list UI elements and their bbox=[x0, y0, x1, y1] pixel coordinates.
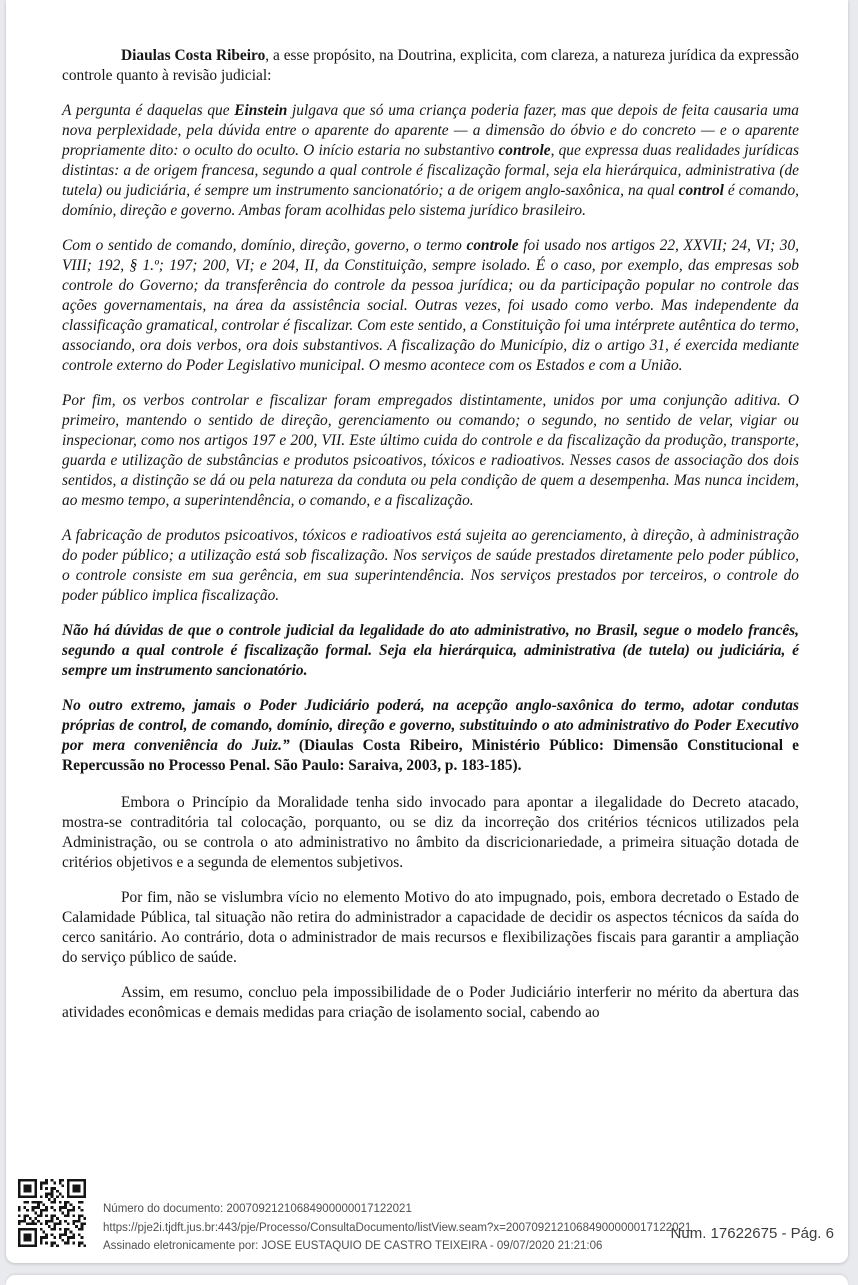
paragraph: Diaulas Costa Ribeiro, a esse propósito, na Doutrina, explicita, com clareza, a natureza jurídica da expressão controle quanto à revisão judicial: bbox=[62, 47, 799, 84]
paragraph: A fabricação de produtos psicoativos, tóxicos e radioativos está sujeita ao gerenciamento, à direção, à administração do poder público; a utilização está sob fiscalização. Nos serviços de saúde prestados diretamente pelo poder público, o controle consiste em sua gerência, em sua superintendência. Nos serviços prestados por terceiros, o controle do poder público implica fiscalização. bbox=[62, 527, 799, 604]
signature-line: Assinado eletronicamente por: JOSE EUSTAQUIO DE CASTRO TEIXEIRA - 09/07/2020 21:21:06 bbox=[103, 1240, 603, 1252]
document-page bbox=[6, 0, 848, 1263]
document-url: https://pje2i.tjdft.jus.br:443/pje/Processo/ConsultaDocumento/listView.seam?x=20070921210684900000017122021 bbox=[103, 1221, 692, 1234]
next-page-preview bbox=[6, 1275, 848, 1285]
paragraph: Por fim, não se vislumbra vício no elemento Motivo do ato impugnado, pois, embora decretado o Estado de Calamidade Pública, tal situação não retira do administrador a capacidade de decidir os aspectos técnicos da saída do cerco sanitário. Ao contrário, dota o administrador de mais recursos e flexibilizações fiscais para garantir a ampliação do serviço público de saúde. bbox=[62, 889, 799, 966]
document-number: Número do documento: 20070921210684900000017122021 bbox=[103, 1203, 412, 1215]
document-body bbox=[6, 0, 848, 1038]
page-number-label: Num. 17622675 - Pág. 6 bbox=[670, 1225, 834, 1242]
paragraph: Não há dúvidas de que o controle judicial da legalidade do ato administrativo, no Brasil, segue o modelo francês, segundo a qual controle é fiscalização formal. Seja ela hierárquica, administrativa (de tutela) ou judiciária, é sempre um instrumento sancionatório. bbox=[62, 622, 799, 679]
paragraph: Por fim, os verbos controlar e fiscalizar foram empregados distintamente, unidos por uma conjunção aditiva. O primeiro, mantendo o sentido de direção, gerenciamento ou comando; o segundo, no sentido de velar, vigiar ou inspecionar, como nos artigos 197 e 200, VII. Este último cuida do controle e da fiscalização da produção, transporte, guarda e utilização de substâncias e produtos psicoativos, tóxicos e radioativos. Nesses casos de associação dos dois sentidos, a distinção se dá ou pela natureza da conduta ou pela condição de quem a desempenha. Mas nunca incidem, ao mesmo tempo, a superintendência, o comando, e a fiscalização. bbox=[62, 392, 799, 509]
document-footer bbox=[6, 1167, 848, 1263]
paragraph: Assim, em resumo, concluo pela impossibilidade de o Poder Judiciário interferir no mérito da abertura das atividades econômicas e demais medidas para criação de isolamento social, cabendo ao bbox=[62, 984, 799, 1021]
paragraph: Embora o Princípio da Moralidade tenha sido invocado para apontar a ilegalidade do Decreto atacado, mostra-se contraditória tal colocação, porquanto, ou se diz da incorreção dos critérios técnicos utilizados pela Administração, ou se controla o ato administrativo no âmbito da discricionariedade, a primeira situação dotada de critérios objetivos e a segunda de elementos subjetivos. bbox=[62, 794, 799, 871]
paragraph: No outro extremo, jamais o Poder Judiciário poderá, na acepção anglo-saxônica do termo, adotar condutas próprias de control, de comando, domínio, direção e governo, substituindo o ato administrativo do Poder Executivo por mera conveniência do Juiz.” (Diaulas Costa Ribeiro, Ministério Público: Dimensão Constitucional e Repercussão no Processo Penal. São Paulo: Saraiva, 2003, p. 183-185). bbox=[62, 697, 800, 774]
qr-code-icon bbox=[18, 1179, 86, 1247]
paragraph: A pergunta é daquelas que Einstein julgava que só uma criança poderia fazer, mas que depois de feita causaria uma nova perplexidade, pela dúvida entre o aparente do aparente — a dimensão do óbvio e do concreto — e o aparente propriamente dito: o oculto do oculto. O início estaria no substantivo controle, que expressa duas realidades jurídicas distintas: a de origem francesa, segundo a qual controle é fiscalização formal, seja ela hierárquica, administrativa (de tutela) ou judiciária, é sempre um instrumento sancionatório; a de origem anglo-saxônica, na qual control é comando, domínio, direção e governo. Ambas foram acolhidas pelo sistema jurídico brasileiro. bbox=[62, 102, 799, 219]
paragraph: Com o sentido de comando, domínio, direção, governo, o termo controle foi usado nos artigos 22, XXVII; 24, VI; 30, VIII; 192, § 1.º; 197; 200, VI; e 204, II, da Constituição, sempre isolado. É o caso, por exemplo, das empresas sob controle do Governo; da transferência do controle da pessoa jurídica; ou da participação popular no controle das ações governamentais, na área da assistência social. Outras vezes, foi usado como verbo. Mas independente da classificação gramatical, controlar é fiscalizar. Com este sentido, a Constituição foi uma intérprete autêntica do termo, associando, ora dois verbos, ora dois substantivos. A fiscalização do Município, diz o artigo 31, é exercida mediante controle externo do Poder Legislativo municipal. O mesmo acontece com os Estados e com a União. bbox=[62, 237, 799, 374]
document-meta bbox=[103, 1200, 691, 1256]
